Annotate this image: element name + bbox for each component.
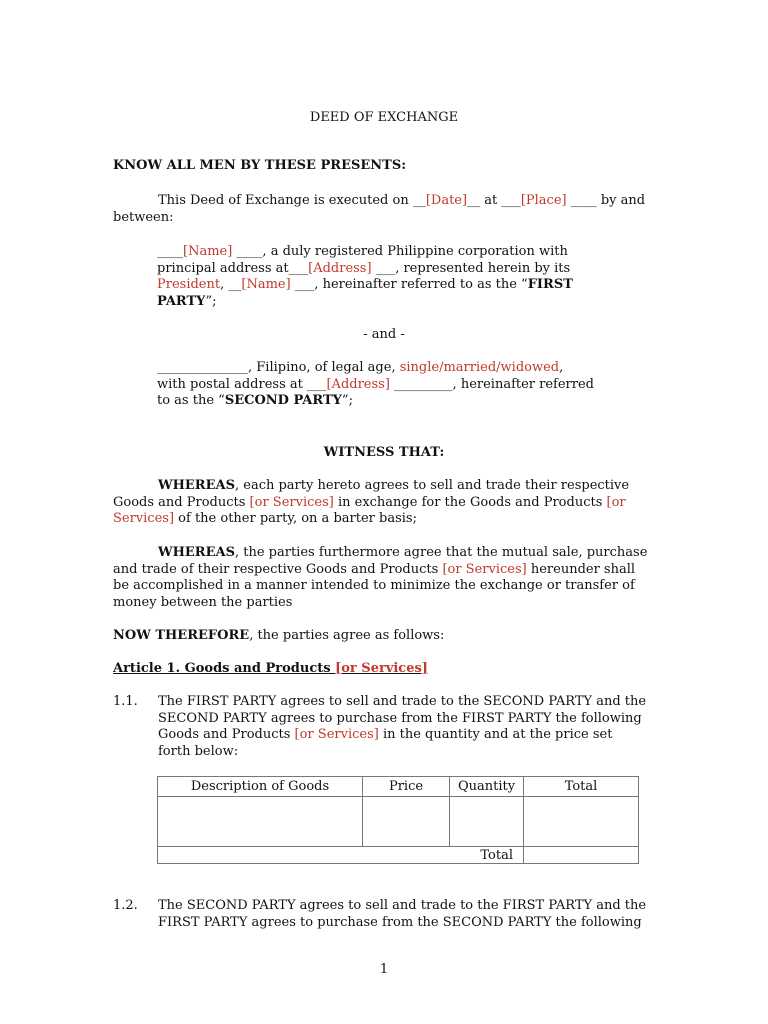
place-placeholder: [Place] <box>520 193 567 208</box>
section-1-2-number: 1.2. <box>113 898 138 913</box>
first-party-line-4: PARTY”; <box>157 293 217 309</box>
civil-status-placeholder: single/married/widowed <box>399 360 560 375</box>
whereas-1-paragraph <box>113 478 655 528</box>
page-number: 1 <box>379 962 389 977</box>
whereas-2-line-4: money between the parties <box>113 594 293 610</box>
first-party-block <box>157 244 606 310</box>
section-1-2-line-1: The SECOND PARTY agrees to sell and trade to the FIRST PARTY and the <box>158 898 647 913</box>
goods-table <box>157 776 639 864</box>
and-separator: - and - <box>363 327 405 342</box>
document-title: DEED OF EXCHANGE <box>309 110 459 125</box>
header-total: Total <box>524 777 639 797</box>
section-1-1-line-1: The FIRST PARTY agrees to sell and trade to the SECOND PARTY and the <box>158 694 647 709</box>
name-placeholder: [Name] <box>183 244 233 259</box>
table-row <box>158 797 639 847</box>
address-placeholder-2: [Address] <box>326 376 390 392</box>
or-services-placeholder: [or Services] <box>249 494 334 510</box>
section-1-1-text <box>158 694 655 760</box>
name-placeholder-2: [Name] <box>241 277 291 292</box>
intro-line-1: This Deed of Exchange is executed on __[Date]__ at ___[Place] ____ by and <box>158 193 646 208</box>
second-party-line-3: to as the “SECOND PARTY”; <box>157 393 353 408</box>
second-party-block <box>157 360 606 410</box>
total-cell[interactable] <box>524 797 639 847</box>
grand-total-cell[interactable] <box>524 847 639 864</box>
table-header-row <box>158 777 639 797</box>
whereas-1-line-2: Goods and Products [or Services] in exchange for the Goods and Products [or <box>113 494 626 510</box>
intro-line-2: between: <box>113 209 174 225</box>
article-1-heading: Article 1. Goods and Products [or Services] <box>113 661 428 676</box>
address-placeholder: [Address] <box>308 260 372 276</box>
or-services-placeholder: [or Services] <box>442 561 527 577</box>
second-party-line-2: with postal address at ___[Address] _________, hereinafter referred <box>157 376 595 392</box>
quantity-cell[interactable] <box>450 797 524 847</box>
section-1-2-line-2: FIRST PARTY agrees to purchase from the SECOND PARTY the following <box>158 914 642 930</box>
section-1-1-number: 1.1. <box>113 694 138 709</box>
section-1-2-text <box>158 898 655 931</box>
header-price: Price <box>363 777 450 797</box>
price-cell[interactable] <box>363 797 450 847</box>
total-label: Total <box>158 847 524 864</box>
know-all-heading: KNOW ALL MEN BY THESE PRESENTS: <box>113 158 407 173</box>
section-1-1-line-4: forth below: <box>158 743 239 759</box>
description-cell[interactable] <box>158 797 363 847</box>
or-services-placeholder: [or Services] <box>335 661 428 676</box>
whereas-1-line-3: Services] of the other party, on a barter basis; <box>113 511 417 526</box>
section-1-1-line-2: SECOND PARTY agrees to purchase from the FIRST PARTY the following <box>158 710 642 726</box>
header-description: Description of Goods <box>158 777 363 797</box>
whereas-2-paragraph <box>113 545 655 611</box>
whereas-1-line-1: WHEREAS, each party hereto agrees to sell and trade their respective <box>158 478 630 493</box>
now-therefore-line: NOW THEREFORE, the parties agree as follows: <box>113 628 445 643</box>
section-1-1-line-3: Goods and Products [or Services] in the quantity and at the price set <box>158 727 613 742</box>
or-services-placeholder: [or Services] <box>294 727 379 742</box>
or-services-placeholder-end: Services] <box>113 511 175 526</box>
first-party-line-3: President, __[Name] ___, hereinafter referred to as the “FIRST <box>157 277 573 292</box>
intro-paragraph <box>113 193 655 226</box>
first-party-line-2: principal address at___[Address] ___, represented herein by its <box>157 260 571 276</box>
whereas-2-line-1: WHEREAS, the parties furthermore agree that the mutual sale, purchase <box>158 545 648 560</box>
witness-heading: WITNESS THAT: <box>323 445 445 460</box>
header-quantity: Quantity <box>450 777 524 797</box>
or-services-placeholder-start: [or <box>606 494 626 510</box>
president-placeholder: President <box>157 277 221 292</box>
second-party-line-1: ______________, Filipino, of legal age, single/married/widowed, <box>157 360 564 375</box>
table-total-row <box>158 847 639 864</box>
whereas-2-line-3: be accomplished in a manner intended to minimize the exchange or transfer of <box>113 578 635 593</box>
first-party-line-1: ____[Name] ____, a duly registered Philippine corporation with <box>157 244 568 259</box>
date-placeholder: [Date] <box>425 193 468 208</box>
whereas-2-line-2: and trade of their respective Goods and Products [or Services] hereunder shall <box>113 561 636 577</box>
